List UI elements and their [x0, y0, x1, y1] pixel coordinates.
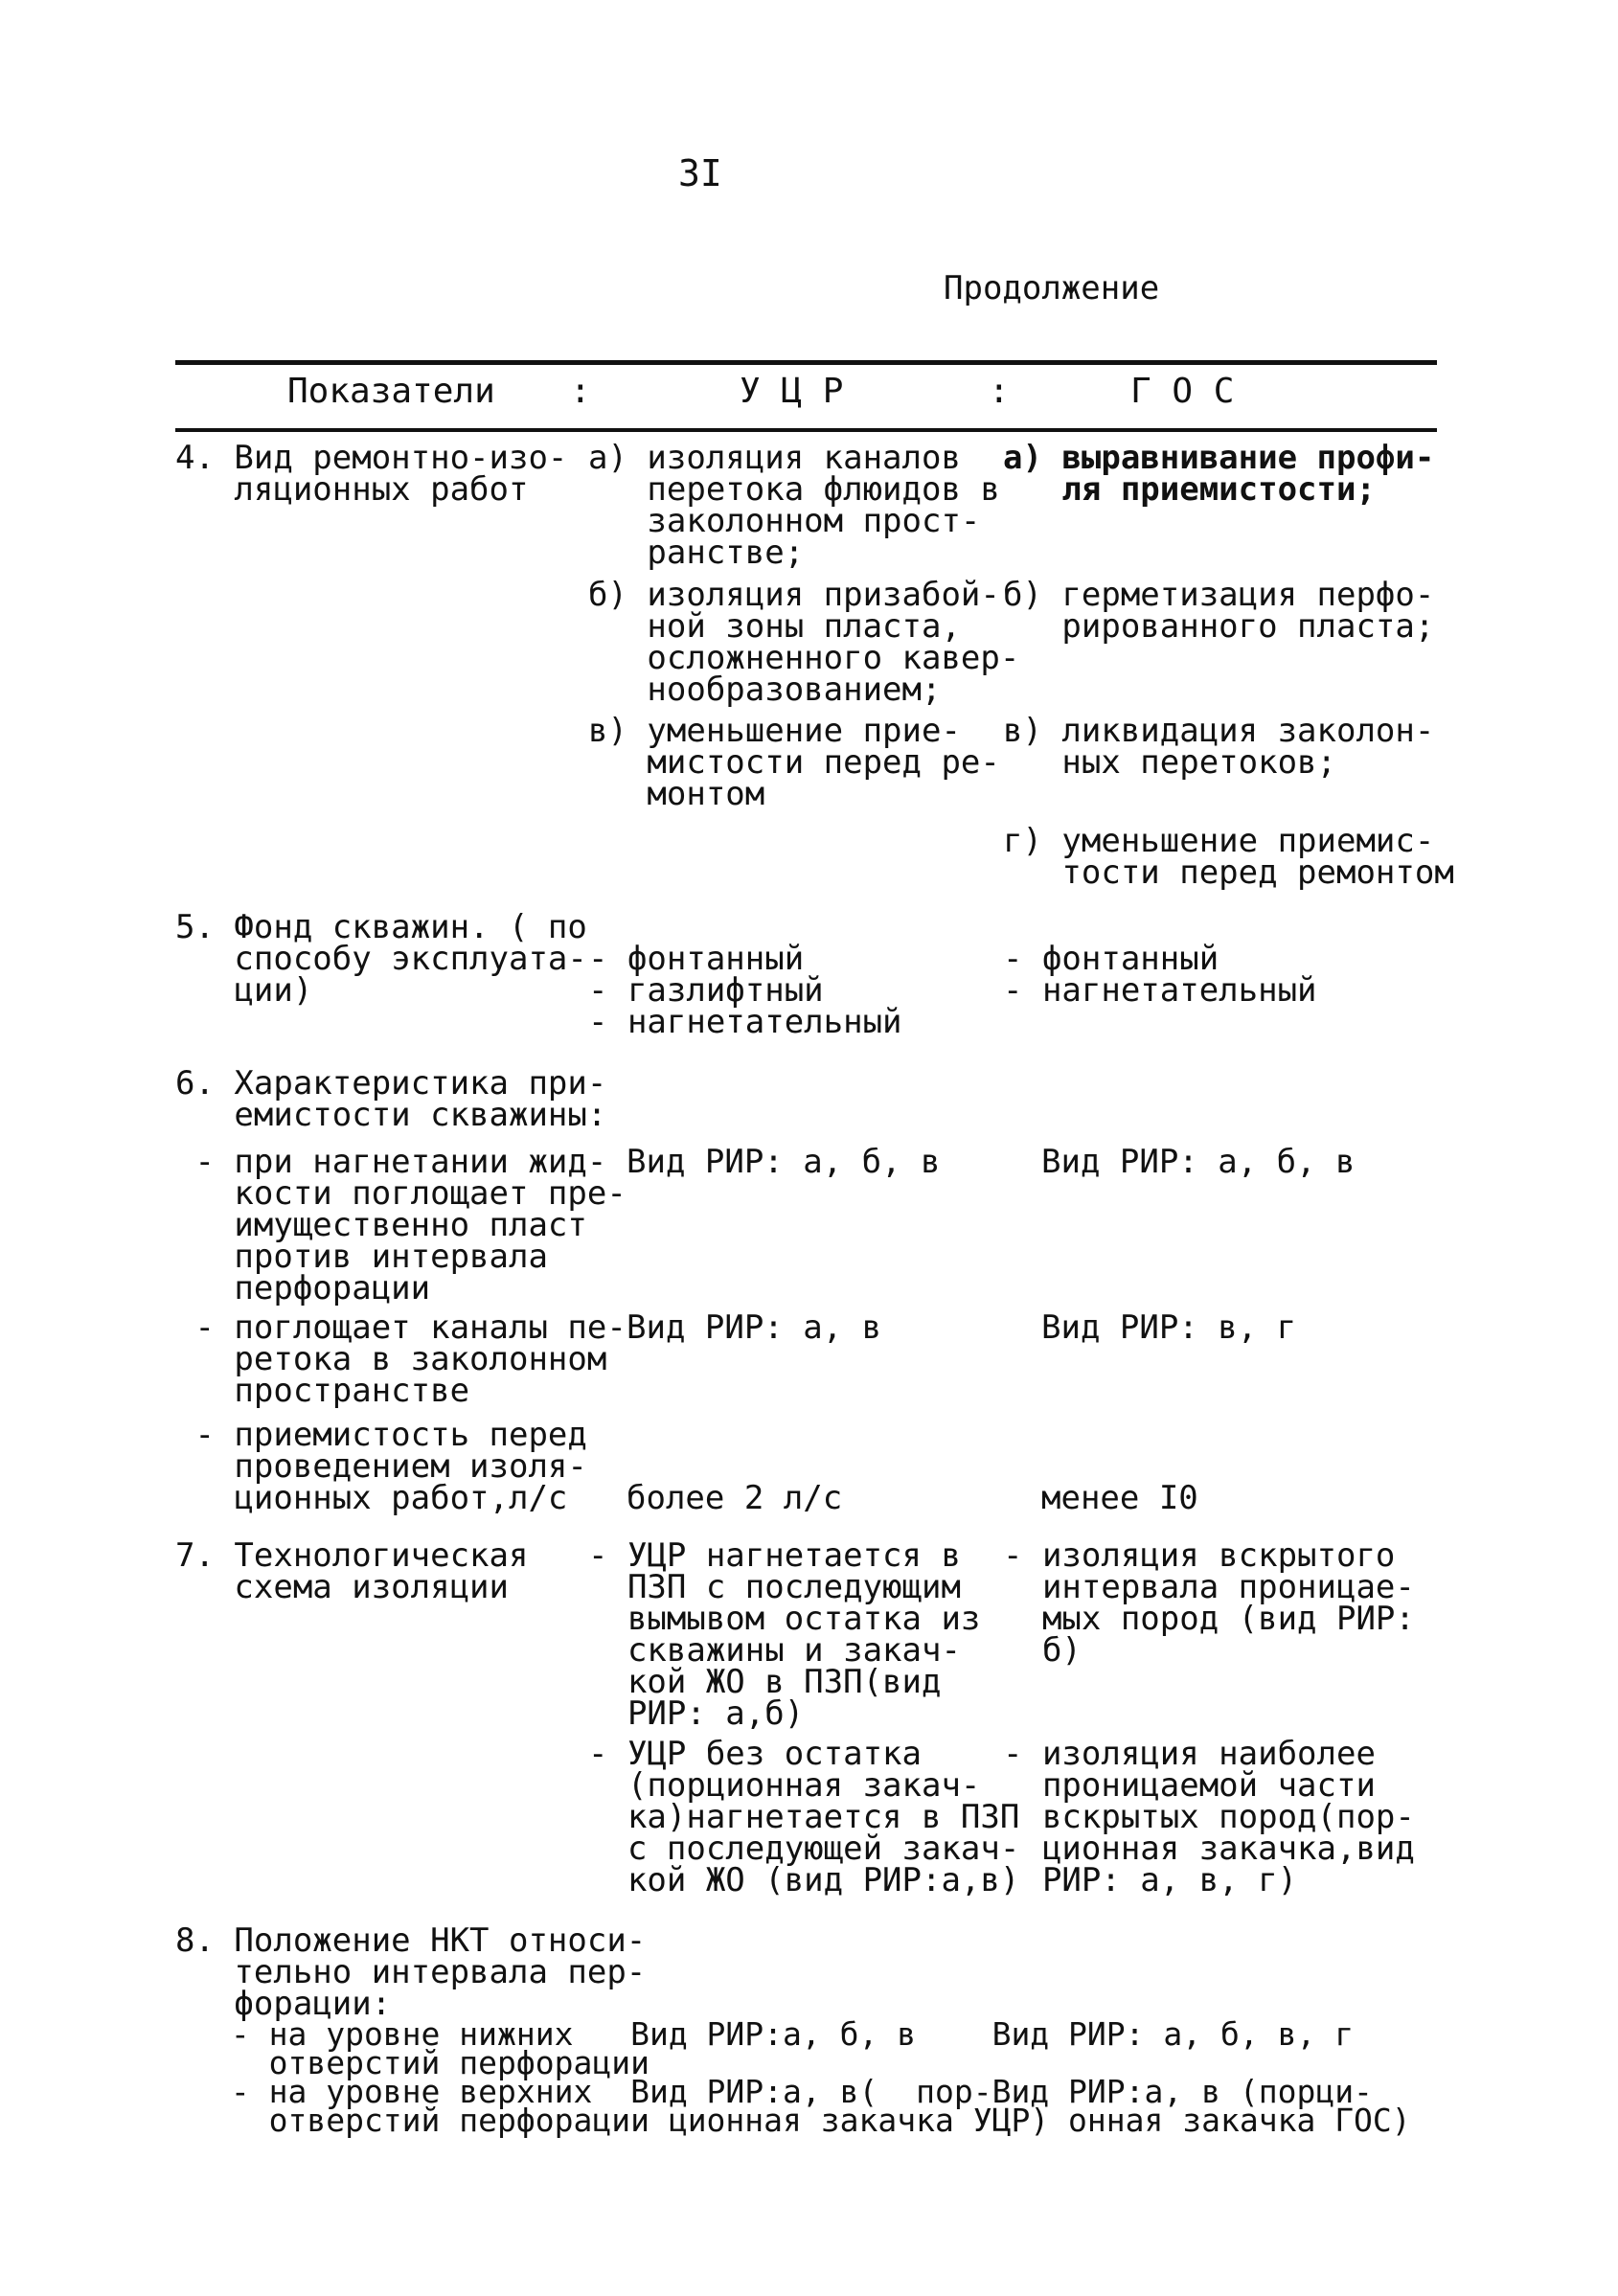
row6-item-1-gos: Вид РИР: а, б, в [1041, 1143, 1356, 1181]
row7-label [175, 1536, 529, 1606]
text-line: в) ликвидация заколон- [1003, 712, 1435, 750]
row4-ucr-b [588, 576, 1020, 709]
row6-item-1-label [175, 1143, 627, 1307]
text-line: рированного пласта; [1003, 607, 1435, 646]
text-line: ранстве; [588, 534, 805, 572]
text-line: б) [1003, 1631, 1082, 1670]
text-line: кой ЖО (вид РИР:а,в) [588, 1861, 1020, 1899]
row8-label-line: 8. Положение НКТ относи- [175, 1921, 647, 1960]
text-line: против интервала [175, 1238, 548, 1276]
text-line: - нагнетательный [1003, 971, 1317, 1010]
row4-gos-b [1003, 576, 1435, 646]
text-line: - поглощает каналы пе- [175, 1308, 627, 1347]
table-top-rule [175, 360, 1437, 365]
text-line: - при нагнетании жид- [175, 1143, 607, 1181]
text-line: кой ЖО в ПЗП(вид [588, 1663, 942, 1701]
text-line: пространстве [175, 1372, 470, 1410]
text-line: ных перетоков; [1003, 743, 1336, 782]
text-line: заколонном прост- [588, 502, 981, 540]
text-line: перфорации [175, 1269, 431, 1307]
text-line: скважины и закач- [588, 1631, 961, 1670]
text-line: ка)нагнетается в ПЗП [588, 1798, 1020, 1836]
row6-label [175, 1064, 607, 1134]
text-line: перетока флюидов в [588, 470, 1000, 509]
row8-lines [212, 2015, 1411, 2139]
row5-ucr [588, 940, 902, 1041]
header-separator-2: : [989, 372, 1010, 411]
row5-label [175, 908, 587, 1010]
row7-label-line: схема изоляции [175, 1568, 509, 1606]
row4-label-line: ляционных работ [175, 470, 529, 509]
text-line: ля приемистости; [1003, 470, 1376, 509]
text-line: РИР: а, в, г) [1003, 1861, 1298, 1899]
row6-item-1-ucr: Вид РИР: а, б, в [627, 1143, 941, 1181]
text-line: - УЦР нагнетается в [588, 1536, 961, 1575]
text-line: - изоляция наиболее [1003, 1735, 1376, 1773]
row6-label-line: 6. Характеристика при- [175, 1064, 607, 1103]
row4-label [175, 439, 568, 509]
table-header-rule [175, 428, 1437, 432]
text-line: б) герметизация перфо- [1003, 576, 1435, 614]
text-line: ной зоны пласта, [588, 607, 961, 646]
text-line: мых пород (вид РИР: [1003, 1600, 1415, 1638]
text-line: тости перед ремонтом [1003, 853, 1454, 892]
row7-ucr-2 [588, 1735, 1020, 1899]
row5-label-line: способу эксплуата- [175, 940, 587, 978]
text-line: вскрытых пород(пор- [1003, 1798, 1415, 1836]
row5-label-line: ции) [175, 971, 313, 1010]
row4-label-line: 4. Вид ремонтно-изо- [175, 439, 568, 477]
row8-label-line: тельно интервала пер- [175, 1953, 647, 1991]
text-line: осложненного кавер- [588, 639, 1020, 677]
text-line: - фонтанный [588, 940, 805, 978]
text-line: а) изоляция каналов [588, 439, 961, 477]
row7-gos-2 [1003, 1735, 1415, 1899]
row8-line: - на уровне нижних Вид РИР:а, б, в Вид РИР: а, б, в, г [212, 2015, 1355, 2053]
row7-gos-1 [1003, 1536, 1415, 1670]
row6-item-2-label [175, 1308, 627, 1410]
text-line: в) уменьшение прие- [588, 712, 961, 750]
text-line: ционная закачка,вид [1003, 1830, 1415, 1868]
row5-label-line: 5. Фонд скважин. ( по [175, 908, 587, 946]
text-line: - УЦР без остатка [588, 1735, 922, 1773]
row8-label-line: форации: [175, 1985, 392, 2023]
header-gos: Г О С [1130, 372, 1235, 411]
text-line: нообразованием; [588, 671, 942, 709]
row8-label [175, 1921, 647, 2023]
text-line: интервала проницае- [1003, 1568, 1415, 1606]
header-ucr: У Ц Р [740, 372, 844, 411]
header-separator-1: : [570, 372, 591, 411]
text-line: - нагнетательный [588, 1003, 902, 1041]
text-line: ПЗП с последующим [588, 1568, 961, 1606]
row4-ucr-a [588, 439, 1000, 572]
text-line: г) уменьшение приемис- [1003, 822, 1435, 860]
row4-gos-c [1003, 712, 1435, 782]
text-line: мистости перед ре- [588, 743, 1000, 782]
text-line: имущественно пласт [175, 1206, 587, 1244]
text-line: кости поглощает пре- [175, 1174, 627, 1213]
row8-line: отверстий перфорации [212, 2044, 649, 2081]
text-line: (порционная закач- [588, 1766, 981, 1805]
text-line: монтом [588, 775, 765, 813]
row6-label-line: емистости скважины: [175, 1096, 607, 1134]
text-line: РИР: а,б) [588, 1694, 805, 1733]
text-line: ретока в заколонном [175, 1340, 607, 1378]
text-line: ционных работ,л/с [175, 1479, 568, 1517]
text-line: - приемистость перед [175, 1416, 587, 1454]
text-line: - изоляция вскрытого [1003, 1536, 1396, 1575]
row4-ucr-c [588, 712, 1000, 813]
text-line: а) выравнивание профи- [1003, 439, 1435, 477]
row6-item-2-gos: Вид РИР: в, г [1041, 1308, 1297, 1347]
page-number: 3I [678, 152, 722, 194]
row8-line: - на уровне верхних Вид РИР:а, в( пор-Вид РИР:а, в (порци- [212, 2073, 1373, 2110]
text-line: - газлифтный [588, 971, 824, 1010]
row4-gos-a [1003, 439, 1435, 509]
row6-item-3-label [175, 1416, 587, 1517]
text-line: вымывом остатка из [588, 1600, 981, 1638]
continuation-heading: Продолжение [944, 269, 1160, 307]
row5-gos [1003, 940, 1317, 1010]
row7-ucr-1 [588, 1536, 981, 1733]
row6-item-3-ucr: более 2 л/с [627, 1479, 843, 1517]
row7-label-line: 7. Технологическая [175, 1536, 529, 1575]
header-indicators: Показатели [287, 372, 495, 411]
text-line: - фонтанный [1003, 940, 1219, 978]
row6-item-3-gos: менее I0 [1041, 1479, 1198, 1517]
row8-line: отверстий перфорации ционная закачка УЦР) онная закачка ГОС) [212, 2102, 1411, 2139]
text-line: проницаемой части [1003, 1766, 1376, 1805]
text-line: б) изоляция призабой- [588, 576, 1000, 614]
row6-item-2-ucr: Вид РИР: а, в [627, 1308, 882, 1347]
text-line: с последующей закач- [588, 1830, 1020, 1868]
text-line: проведением изоля- [175, 1447, 587, 1486]
row4-gos-d [1003, 822, 1454, 892]
